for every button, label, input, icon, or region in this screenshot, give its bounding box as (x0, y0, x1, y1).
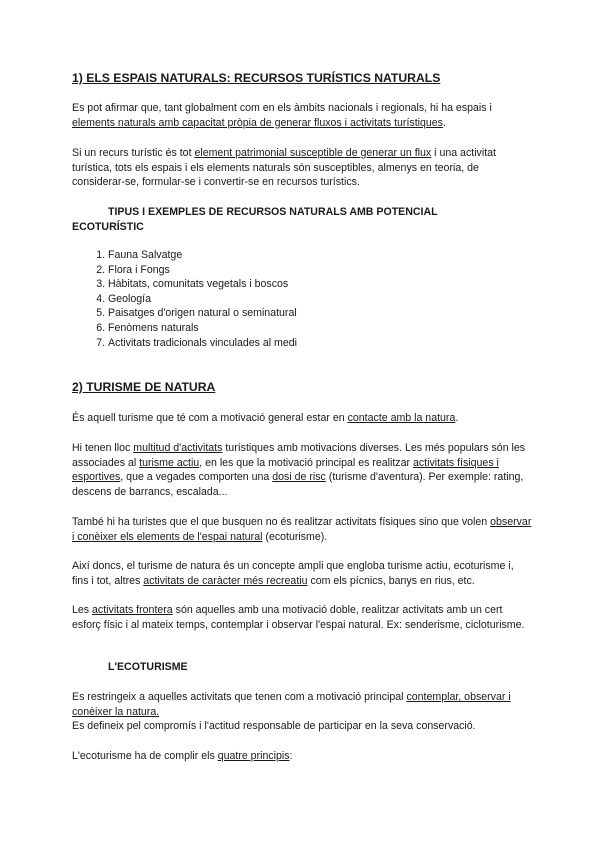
text: És aquell turisme que té com a motivació general estar en (72, 412, 348, 424)
section-1-title: 1) ELS ESPAIS NATURALS: RECURSOS TURÍSTICS NATURALS (72, 71, 441, 85)
list-item: 4. Geología (108, 292, 528, 307)
text: Si un recurs turístic és tot (72, 147, 195, 159)
underlined-text: activitats de caràcter més recreatiu (143, 574, 308, 587)
underlined-text: elements naturals amb capacitat pròpia de generar fluxos i activitats turístiques (72, 116, 443, 129)
text: Hi tenen lloc (72, 442, 134, 454)
underlined-text: activitats físiques i esportives (72, 456, 499, 483)
text: , que a vegades comporten una (120, 471, 273, 483)
text: turístiques amb motivacions diverses. Les més populars són les associades al (72, 442, 526, 469)
underlined-text: quatre principis (217, 750, 290, 762)
list-item: 2. Flora i Fongs (108, 263, 528, 278)
underlined-text: multitud d'activitats (133, 442, 223, 454)
section-2-title: 2) TURISME DE NATURA (72, 380, 216, 394)
text: També hi ha turistes que el que busquen no és realitzar activitats físiques sino que volen (72, 516, 491, 528)
text: . (442, 116, 446, 129)
text: Es defineix pel compromís i l'actitud responsable de participar en la seva conservació. (72, 720, 476, 732)
list-item: 1. Fauna Salvatge (108, 248, 528, 263)
text: (turisme d'aventura). Per exemple: rating, descens de barrancs, escalada... (72, 471, 524, 498)
underlined-text: element patrimonial susceptible de generar un flux (194, 147, 432, 159)
underlined-text: turisme actiu (139, 456, 200, 469)
text: Les (72, 604, 93, 616)
list-item: 5. Paisatges d'origen natural o seminatural (108, 306, 528, 321)
underlined-text: activitats frontera (92, 604, 173, 616)
text: són aquelles amb una motivació doble, realitzar activitats amb un cert esforç físic i al mateix temps, contemplar i observar l'espai natural. Ex: senderisme, cicloturisme. (72, 604, 525, 631)
text: L'ecoturisme ha de complir els (72, 750, 218, 762)
text: Així doncs, el turisme de natura és un concepte ampli que engloba turisme actiu, ecoturisme i, fins i tot, altres (72, 560, 514, 587)
section-2-paragraph-5 (72, 603, 532, 632)
list-item: 3. Hàbitats, comunitats vegetals i boscos (108, 277, 528, 292)
section-2-paragraph-3 (72, 515, 532, 544)
resource-types-list (72, 248, 528, 350)
underlined-text: observar i conèixer els elements de l'espai natural (72, 516, 532, 543)
types-heading-line-2: ECOTURÍSTIC (72, 220, 144, 233)
text: : (289, 750, 293, 762)
text: (ecoturisme). (262, 530, 328, 543)
text: . (455, 412, 459, 424)
section-2-paragraph-1 (72, 411, 532, 426)
section-1-paragraph-2 (72, 146, 532, 190)
section-2-paragraph-4 (72, 559, 532, 588)
section-2-paragraph-2 (72, 441, 532, 499)
underlined-text: contacte amb la natura (347, 412, 456, 424)
ecoturisme-subheading: L'ECOTURISME (108, 661, 188, 673)
underlined-text: contemplar, observar i conèixer la natura. (72, 691, 511, 718)
section-1-paragraph-1 (72, 101, 532, 130)
text: Es pot afirmar que, tant globalment com en els àmbits nacionals i regionals, hi ha espais i (72, 102, 492, 114)
types-heading (72, 205, 532, 234)
list-item: 7. Activitats tradicionals vinculades al medi (108, 336, 528, 351)
text: Es restringeix a aquelles activitats que tenen com a motivació principal (72, 691, 407, 703)
types-heading-line-1: TIPUS I EXEMPLES DE RECURSOS NATURALS AMB POTENCIAL (108, 206, 438, 218)
list-item: 6. Fenòmens naturals (108, 321, 528, 336)
text: com els pícnics, banys en rius, etc. (307, 574, 475, 587)
underlined-text: dosi de risc (272, 471, 326, 483)
section-2-paragraph-7 (72, 749, 532, 764)
section-2-paragraph-6 (72, 690, 532, 734)
text: , en les que la motivació principal es realitzar (199, 456, 413, 469)
text: i una activitat turística, tots els espais i els elements naturals són susceptibles, almenys en teoria, de considerar-se, formular-se i convertir-se en recursos turístics. (72, 147, 496, 188)
